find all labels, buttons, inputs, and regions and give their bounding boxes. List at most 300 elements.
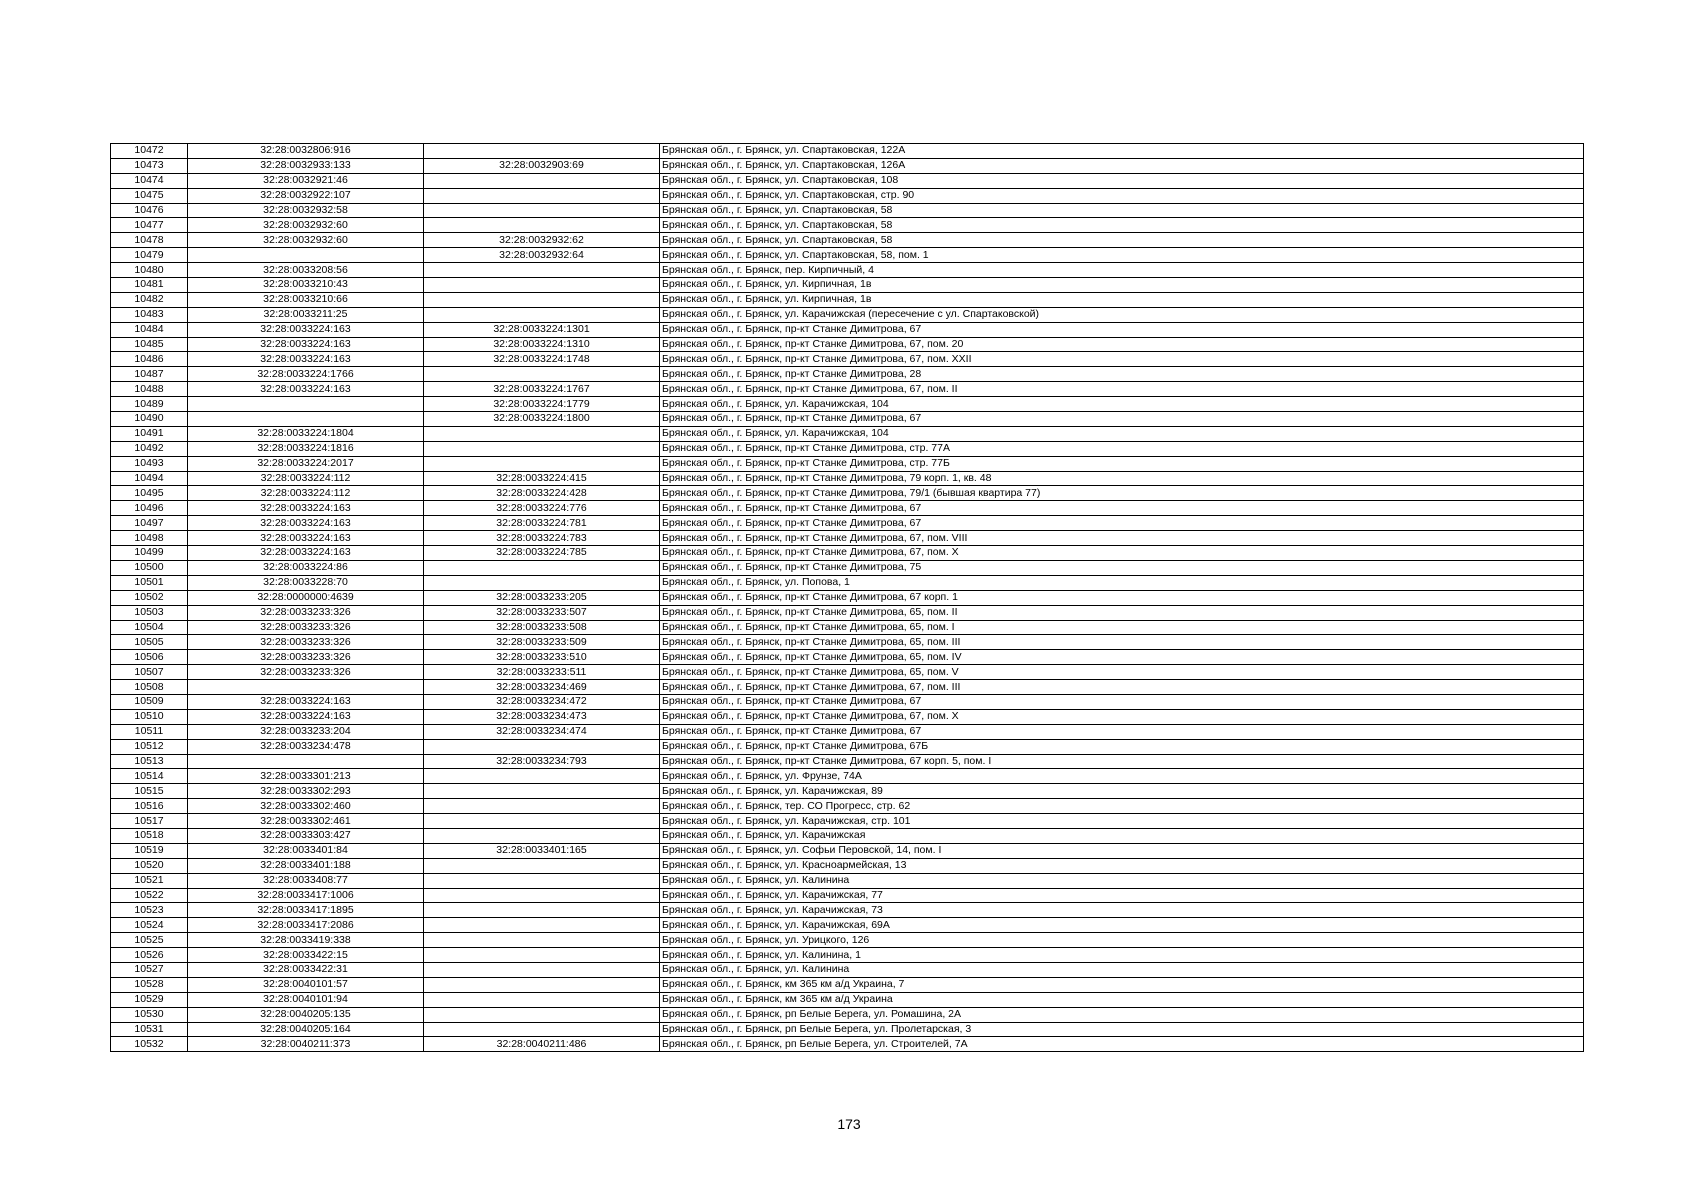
object-cadastral-number-cell bbox=[424, 218, 660, 233]
row-number-cell: 10523 bbox=[111, 903, 188, 918]
table-row bbox=[111, 158, 1584, 173]
object-cadastral-number-cell: 32:28:0033234:469 bbox=[424, 680, 660, 695]
table-row bbox=[111, 635, 1584, 650]
object-cadastral-number-cell: 32:28:0033233:509 bbox=[424, 635, 660, 650]
table-row bbox=[111, 456, 1584, 471]
object-cadastral-number-cell: 32:28:0033224:428 bbox=[424, 486, 660, 501]
address-cell: Брянская обл., г. Брянск, пр-кт Станке Димитрова, 67, пом. 20 bbox=[660, 337, 1584, 352]
object-cadastral-number-cell bbox=[424, 784, 660, 799]
page-number: 173 bbox=[837, 1116, 861, 1132]
address-cell: Брянская обл., г. Брянск, пр-кт Станке Димитрова, 79 корп. 1, кв. 48 bbox=[660, 471, 1584, 486]
table-row bbox=[111, 784, 1584, 799]
address-cell: Брянская обл., г. Брянск, ул. Калинина bbox=[660, 962, 1584, 977]
row-number-cell: 10480 bbox=[111, 263, 188, 278]
table-row bbox=[111, 680, 1584, 695]
row-number-cell: 10474 bbox=[111, 173, 188, 188]
table-row bbox=[111, 977, 1584, 992]
object-cadastral-number-cell bbox=[424, 739, 660, 754]
land-cadastral-number-cell: 32:28:0033417:2086 bbox=[188, 918, 424, 933]
address-cell: Брянская обл., г. Брянск, ул. Карачижская, 104 bbox=[660, 397, 1584, 412]
object-cadastral-number-cell bbox=[424, 888, 660, 903]
table-row bbox=[111, 218, 1584, 233]
land-cadastral-number-cell: 32:28:0033224:163 bbox=[188, 694, 424, 709]
table-row bbox=[111, 144, 1584, 159]
address-cell: Брянская обл., г. Брянск, пр-кт Станке Димитрова, 75 bbox=[660, 560, 1584, 575]
land-cadastral-number-cell: 32:28:0033302:460 bbox=[188, 799, 424, 814]
address-cell: Брянская обл., г. Брянск, км 365 км а/д Украина bbox=[660, 992, 1584, 1007]
row-number-cell: 10483 bbox=[111, 307, 188, 322]
address-cell: Брянская обл., г. Брянск, пр-кт Станке Димитрова, 67, пом. Х bbox=[660, 709, 1584, 724]
table-row bbox=[111, 754, 1584, 769]
address-cell: Брянская обл., г. Брянск, ул. Спартаковская, 58 bbox=[660, 233, 1584, 248]
row-number-cell: 10492 bbox=[111, 441, 188, 456]
object-cadastral-number-cell bbox=[424, 307, 660, 322]
row-number-cell: 10527 bbox=[111, 962, 188, 977]
table-row bbox=[111, 1037, 1584, 1052]
land-cadastral-number-cell bbox=[188, 397, 424, 412]
row-number-cell: 10531 bbox=[111, 1022, 188, 1037]
land-cadastral-number-cell: 32:28:0040211:373 bbox=[188, 1037, 424, 1052]
object-cadastral-number-cell bbox=[424, 977, 660, 992]
land-cadastral-number-cell: 32:28:0033224:1816 bbox=[188, 441, 424, 456]
address-cell: Брянская обл., г. Брянск, ул. Кирпичная, 1в bbox=[660, 292, 1584, 307]
table-row bbox=[111, 858, 1584, 873]
address-cell: Брянская обл., г. Брянск, пр-кт Станке Димитрова, 67 bbox=[660, 501, 1584, 516]
table-row bbox=[111, 694, 1584, 709]
row-number-cell: 10487 bbox=[111, 367, 188, 382]
object-cadastral-number-cell: 32:28:0033224:1310 bbox=[424, 337, 660, 352]
address-cell: Брянская обл., г. Брянск, пр-кт Станке Димитрова, 67 корп. 5, пом. I bbox=[660, 754, 1584, 769]
land-cadastral-number-cell: 32:28:0033224:112 bbox=[188, 471, 424, 486]
row-number-cell: 10514 bbox=[111, 769, 188, 784]
address-cell: Брянская обл., г. Брянск, ул. Софьи Перовской, 14, пом. I bbox=[660, 843, 1584, 858]
address-cell: Брянская обл., г. Брянск, ул. Спартаковская, 122А bbox=[660, 144, 1584, 159]
row-number-cell: 10472 bbox=[111, 144, 188, 159]
land-cadastral-number-cell: 32:28:0040205:135 bbox=[188, 1007, 424, 1022]
address-cell: Брянская обл., г. Брянск, ул. Калинина bbox=[660, 873, 1584, 888]
object-cadastral-number-cell bbox=[424, 278, 660, 293]
row-number-cell: 10525 bbox=[111, 933, 188, 948]
land-cadastral-number-cell: 32:28:0033302:461 bbox=[188, 814, 424, 829]
table-row bbox=[111, 918, 1584, 933]
object-cadastral-number-cell bbox=[424, 173, 660, 188]
address-cell: Брянская обл., г. Брянск, ул. Карачижская, 69А bbox=[660, 918, 1584, 933]
land-cadastral-number-cell: 32:28:0033233:204 bbox=[188, 724, 424, 739]
row-number-cell: 10491 bbox=[111, 426, 188, 441]
table-row bbox=[111, 382, 1584, 397]
land-cadastral-number-cell: 32:28:0032933:133 bbox=[188, 158, 424, 173]
row-number-cell: 10496 bbox=[111, 501, 188, 516]
object-cadastral-number-cell: 32:28:0040211:486 bbox=[424, 1037, 660, 1052]
land-cadastral-number-cell: 32:28:0032932:58 bbox=[188, 203, 424, 218]
land-cadastral-number-cell: 32:28:0033224:163 bbox=[188, 531, 424, 546]
row-number-cell: 10504 bbox=[111, 620, 188, 635]
row-number-cell: 10502 bbox=[111, 590, 188, 605]
row-number-cell: 10476 bbox=[111, 203, 188, 218]
table-row bbox=[111, 188, 1584, 203]
row-number-cell: 10500 bbox=[111, 560, 188, 575]
row-number-cell: 10494 bbox=[111, 471, 188, 486]
object-cadastral-number-cell: 32:28:0033224:776 bbox=[424, 501, 660, 516]
address-cell: Брянская обл., г. Брянск, пр-кт Станке Димитрова, 67 bbox=[660, 724, 1584, 739]
table-row bbox=[111, 873, 1584, 888]
address-cell: Брянская обл., г. Брянск, пр-кт Станке Димитрова, 67, пом. VIII bbox=[660, 531, 1584, 546]
table-row bbox=[111, 605, 1584, 620]
land-cadastral-number-cell: 32:28:0033224:2017 bbox=[188, 456, 424, 471]
object-cadastral-number-cell: 32:28:0033224:1800 bbox=[424, 412, 660, 427]
land-cadastral-number-cell: 32:28:0033401:188 bbox=[188, 858, 424, 873]
land-cadastral-number-cell: 32:28:0033210:43 bbox=[188, 278, 424, 293]
row-number-cell: 10486 bbox=[111, 352, 188, 367]
row-number-cell: 10479 bbox=[111, 248, 188, 263]
row-number-cell: 10515 bbox=[111, 784, 188, 799]
object-cadastral-number-cell bbox=[424, 560, 660, 575]
address-cell: Брянская обл., г. Брянск, рп Белые Берега, ул. Ромашина, 2А bbox=[660, 1007, 1584, 1022]
land-cadastral-number-cell: 32:28:0033208:56 bbox=[188, 263, 424, 278]
address-cell: Брянская обл., г. Брянск, ул. Урицкого, 126 bbox=[660, 933, 1584, 948]
object-cadastral-number-cell bbox=[424, 948, 660, 963]
row-number-cell: 10503 bbox=[111, 605, 188, 620]
object-cadastral-number-cell bbox=[424, 203, 660, 218]
row-number-cell: 10522 bbox=[111, 888, 188, 903]
row-number-cell: 10475 bbox=[111, 188, 188, 203]
address-cell: Брянская обл., г. Брянск, пр-кт Станке Димитрова, 67, пом. Х bbox=[660, 546, 1584, 561]
object-cadastral-number-cell: 32:28:0033224:785 bbox=[424, 546, 660, 561]
land-cadastral-number-cell: 32:28:0033233:326 bbox=[188, 605, 424, 620]
land-cadastral-number-cell: 32:28:0033224:163 bbox=[188, 516, 424, 531]
land-cadastral-number-cell: 32:28:0033234:478 bbox=[188, 739, 424, 754]
row-number-cell: 10498 bbox=[111, 531, 188, 546]
object-cadastral-number-cell: 32:28:0033234:793 bbox=[424, 754, 660, 769]
object-cadastral-number-cell bbox=[424, 1022, 660, 1037]
address-cell: Брянская обл., г. Брянск, пр-кт Станке Димитрова, 67 bbox=[660, 412, 1584, 427]
land-cadastral-number-cell: 32:28:0033233:326 bbox=[188, 635, 424, 650]
object-cadastral-number-cell: 32:28:0033233:507 bbox=[424, 605, 660, 620]
address-cell: Брянская обл., г. Брянск, пр-кт Станке Димитрова, 67Б bbox=[660, 739, 1584, 754]
land-cadastral-number-cell: 32:28:0040101:57 bbox=[188, 977, 424, 992]
object-cadastral-number-cell bbox=[424, 575, 660, 590]
address-cell: Брянская обл., г. Брянск, пр-кт Станке Димитрова, 67 bbox=[660, 516, 1584, 531]
address-cell: Брянская обл., г. Брянск, ул. Кирпичная, 1в bbox=[660, 278, 1584, 293]
table-row bbox=[111, 501, 1584, 516]
table-row bbox=[111, 590, 1584, 605]
address-cell: Брянская обл., г. Брянск, пр-кт Станке Димитрова, 65, пом. II bbox=[660, 605, 1584, 620]
land-cadastral-number-cell: 32:28:0033422:31 bbox=[188, 962, 424, 977]
table-row bbox=[111, 560, 1584, 575]
address-cell: Брянская обл., г. Брянск, пр-кт Станке Димитрова, 28 bbox=[660, 367, 1584, 382]
address-cell: Брянская обл., г. Брянск, ул. Спартаковская, 126А bbox=[660, 158, 1584, 173]
land-cadastral-number-cell: 32:28:0033301:213 bbox=[188, 769, 424, 784]
object-cadastral-number-cell bbox=[424, 769, 660, 784]
object-cadastral-number-cell bbox=[424, 441, 660, 456]
table-row bbox=[111, 650, 1584, 665]
object-cadastral-number-cell: 32:28:0033234:473 bbox=[424, 709, 660, 724]
object-cadastral-number-cell bbox=[424, 962, 660, 977]
row-number-cell: 10508 bbox=[111, 680, 188, 695]
address-cell: Брянская обл., г. Брянск, пр-кт Станке Димитрова, 67 bbox=[660, 694, 1584, 709]
land-cadastral-number-cell bbox=[188, 412, 424, 427]
land-cadastral-number-cell: 32:28:0033224:163 bbox=[188, 546, 424, 561]
address-cell: Брянская обл., г. Брянск, пр-кт Станке Димитрова, 67 bbox=[660, 322, 1584, 337]
row-number-cell: 10484 bbox=[111, 322, 188, 337]
table-row bbox=[111, 620, 1584, 635]
object-cadastral-number-cell bbox=[424, 456, 660, 471]
row-number-cell: 10532 bbox=[111, 1037, 188, 1052]
row-number-cell: 10509 bbox=[111, 694, 188, 709]
land-cadastral-number-cell: 32:28:0033303:427 bbox=[188, 828, 424, 843]
row-number-cell: 10497 bbox=[111, 516, 188, 531]
row-number-cell: 10507 bbox=[111, 665, 188, 680]
address-cell: Брянская обл., г. Брянск, пр-кт Станке Димитрова, 65, пом. IV bbox=[660, 650, 1584, 665]
land-cadastral-number-cell: 32:28:0033211:25 bbox=[188, 307, 424, 322]
table-row bbox=[111, 367, 1584, 382]
row-number-cell: 10518 bbox=[111, 828, 188, 843]
table-row bbox=[111, 412, 1584, 427]
table-row bbox=[111, 709, 1584, 724]
address-cell: Брянская обл., г. Брянск, рп Белые Берега, ул. Строителей, 7А bbox=[660, 1037, 1584, 1052]
row-number-cell: 10506 bbox=[111, 650, 188, 665]
object-cadastral-number-cell bbox=[424, 992, 660, 1007]
row-number-cell: 10530 bbox=[111, 1007, 188, 1022]
address-cell: Брянская обл., г. Брянск, ул. Карачижская (пересечение с ул. Спартаковской) bbox=[660, 307, 1584, 322]
row-number-cell: 10529 bbox=[111, 992, 188, 1007]
land-cadastral-number-cell: 32:28:0033302:293 bbox=[188, 784, 424, 799]
object-cadastral-number-cell: 32:28:0033233:511 bbox=[424, 665, 660, 680]
row-number-cell: 10473 bbox=[111, 158, 188, 173]
land-cadastral-number-cell: 32:28:0033401:84 bbox=[188, 843, 424, 858]
table-row bbox=[111, 843, 1584, 858]
address-cell: Брянская обл., г. Брянск, ул. Карачижская, стр. 101 bbox=[660, 814, 1584, 829]
object-cadastral-number-cell: 32:28:0033233:508 bbox=[424, 620, 660, 635]
row-number-cell: 10524 bbox=[111, 918, 188, 933]
address-cell: Брянская обл., г. Брянск, ул. Красноармейская, 13 bbox=[660, 858, 1584, 873]
table-row bbox=[111, 233, 1584, 248]
table-row bbox=[111, 575, 1584, 590]
land-cadastral-number-cell: 32:28:0032806:916 bbox=[188, 144, 424, 159]
address-cell: Брянская обл., г. Брянск, пр-кт Станке Димитрова, стр. 77Б bbox=[660, 456, 1584, 471]
row-number-cell: 10510 bbox=[111, 709, 188, 724]
table-row bbox=[111, 426, 1584, 441]
land-cadastral-number-cell: 32:28:0033228:70 bbox=[188, 575, 424, 590]
row-number-cell: 10520 bbox=[111, 858, 188, 873]
object-cadastral-number-cell bbox=[424, 903, 660, 918]
address-cell: Брянская обл., г. Брянск, пр-кт Станке Димитрова, 65, пом. I bbox=[660, 620, 1584, 635]
table-row bbox=[111, 962, 1584, 977]
object-cadastral-number-cell: 32:28:0033234:472 bbox=[424, 694, 660, 709]
address-cell: Брянская обл., г. Брянск, рп Белые Берега, ул. Пролетарская, 3 bbox=[660, 1022, 1584, 1037]
object-cadastral-number-cell: 32:28:0032903:69 bbox=[424, 158, 660, 173]
land-cadastral-number-cell: 32:28:0033224:163 bbox=[188, 322, 424, 337]
address-cell: Брянская обл., г. Брянск, пр-кт Станке Димитрова, 67, пом. II bbox=[660, 382, 1584, 397]
land-cadastral-number-cell: 32:28:0033233:326 bbox=[188, 620, 424, 635]
table-row bbox=[111, 322, 1584, 337]
land-cadastral-number-cell: 32:28:0033224:163 bbox=[188, 352, 424, 367]
row-number-cell: 10485 bbox=[111, 337, 188, 352]
address-cell: Брянская обл., г. Брянск, ул. Карачижская, 77 bbox=[660, 888, 1584, 903]
row-number-cell: 10481 bbox=[111, 278, 188, 293]
row-number-cell: 10517 bbox=[111, 814, 188, 829]
land-cadastral-number-cell: 32:28:0033417:1895 bbox=[188, 903, 424, 918]
object-cadastral-number-cell: 32:28:0033224:415 bbox=[424, 471, 660, 486]
land-cadastral-number-cell: 32:28:0033224:1804 bbox=[188, 426, 424, 441]
object-cadastral-number-cell bbox=[424, 814, 660, 829]
address-cell: Брянская обл., г. Брянск, ул. Попова, 1 bbox=[660, 575, 1584, 590]
address-cell: Брянская обл., г. Брянск, ул. Спартаковская, 58 bbox=[660, 203, 1584, 218]
table-row bbox=[111, 888, 1584, 903]
object-cadastral-number-cell: 32:28:0033224:783 bbox=[424, 531, 660, 546]
object-cadastral-number-cell: 32:28:0033224:1779 bbox=[424, 397, 660, 412]
row-number-cell: 10499 bbox=[111, 546, 188, 561]
table-row bbox=[111, 337, 1584, 352]
table-row bbox=[111, 441, 1584, 456]
land-cadastral-number-cell: 32:28:0033224:86 bbox=[188, 560, 424, 575]
address-cell: Брянская обл., г. Брянск, ул. Карачижская, 73 bbox=[660, 903, 1584, 918]
table-row bbox=[111, 173, 1584, 188]
table-row bbox=[111, 1022, 1584, 1037]
land-cadastral-number-cell: 32:28:0033210:66 bbox=[188, 292, 424, 307]
land-cadastral-number-cell: 32:28:0040101:94 bbox=[188, 992, 424, 1007]
land-cadastral-number-cell: 32:28:0032922:107 bbox=[188, 188, 424, 203]
land-cadastral-number-cell bbox=[188, 680, 424, 695]
address-cell: Брянская обл., г. Брянск, пр-кт Станке Димитрова, 79/1 (бывшая квартира 77) bbox=[660, 486, 1584, 501]
table-row bbox=[111, 471, 1584, 486]
table-row bbox=[111, 546, 1584, 561]
table-row bbox=[111, 724, 1584, 739]
object-cadastral-number-cell bbox=[424, 1007, 660, 1022]
land-cadastral-number-cell: 32:28:0033419:338 bbox=[188, 933, 424, 948]
table-row bbox=[111, 397, 1584, 412]
address-cell: Брянская обл., г. Брянск, ул. Спартаковская, 108 bbox=[660, 173, 1584, 188]
land-cadastral-number-cell: 32:28:0000000:4639 bbox=[188, 590, 424, 605]
table-row bbox=[111, 739, 1584, 754]
row-number-cell: 10478 bbox=[111, 233, 188, 248]
table-row bbox=[111, 486, 1584, 501]
address-cell: Брянская обл., г. Брянск, пр-кт Станке Димитрова, 65, пом. V bbox=[660, 665, 1584, 680]
object-cadastral-number-cell bbox=[424, 292, 660, 307]
land-cadastral-number-cell: 32:28:0033224:163 bbox=[188, 709, 424, 724]
address-cell: Брянская обл., г. Брянск, ул. Калинина, 1 bbox=[660, 948, 1584, 963]
table-row bbox=[111, 828, 1584, 843]
object-cadastral-number-cell: 32:28:0032932:64 bbox=[424, 248, 660, 263]
address-cell: Брянская обл., г. Брянск, пр-кт Станке Димитрова, 67 корп. 1 bbox=[660, 590, 1584, 605]
object-cadastral-number-cell: 32:28:0033233:205 bbox=[424, 590, 660, 605]
object-cadastral-number-cell bbox=[424, 263, 660, 278]
cadastral-table bbox=[110, 143, 1584, 1052]
table-row bbox=[111, 292, 1584, 307]
land-cadastral-number-cell: 32:28:0033408:77 bbox=[188, 873, 424, 888]
object-cadastral-number-cell: 32:28:0033224:1767 bbox=[424, 382, 660, 397]
land-cadastral-number-cell: 32:28:0032932:60 bbox=[188, 233, 424, 248]
object-cadastral-number-cell bbox=[424, 858, 660, 873]
address-cell: Брянская обл., г. Брянск, тер. СО Прогресс, стр. 62 bbox=[660, 799, 1584, 814]
row-number-cell: 10519 bbox=[111, 843, 188, 858]
row-number-cell: 10526 bbox=[111, 948, 188, 963]
table-row bbox=[111, 814, 1584, 829]
object-cadastral-number-cell: 32:28:0033234:474 bbox=[424, 724, 660, 739]
address-cell: Брянская обл., г. Брянск, ул. Карачижская bbox=[660, 828, 1584, 843]
table-body bbox=[111, 144, 1584, 1052]
address-cell: Брянская обл., г. Брянск, ул. Спартаковская, 58, пом. 1 bbox=[660, 248, 1584, 263]
table-row bbox=[111, 278, 1584, 293]
row-number-cell: 10513 bbox=[111, 754, 188, 769]
object-cadastral-number-cell: 32:28:0033401:165 bbox=[424, 843, 660, 858]
land-cadastral-number-cell: 32:28:0033224:1766 bbox=[188, 367, 424, 382]
row-number-cell: 10493 bbox=[111, 456, 188, 471]
object-cadastral-number-cell: 32:28:0032932:62 bbox=[424, 233, 660, 248]
address-cell: Брянская обл., г. Брянск, пр-кт Станке Димитрова, 65, пом. III bbox=[660, 635, 1584, 650]
table-row bbox=[111, 799, 1584, 814]
object-cadastral-number-cell: 32:28:0033224:781 bbox=[424, 516, 660, 531]
table-row bbox=[111, 948, 1584, 963]
land-cadastral-number-cell: 32:28:0033224:163 bbox=[188, 382, 424, 397]
land-cadastral-number-cell: 32:28:0040205:164 bbox=[188, 1022, 424, 1037]
row-number-cell: 10528 bbox=[111, 977, 188, 992]
land-cadastral-number-cell: 32:28:0033224:112 bbox=[188, 486, 424, 501]
row-number-cell: 10516 bbox=[111, 799, 188, 814]
table-row bbox=[111, 933, 1584, 948]
table-row bbox=[111, 769, 1584, 784]
table-row bbox=[111, 516, 1584, 531]
object-cadastral-number-cell bbox=[424, 933, 660, 948]
land-cadastral-number-cell: 32:28:0033224:163 bbox=[188, 501, 424, 516]
object-cadastral-number-cell bbox=[424, 367, 660, 382]
table-row bbox=[111, 352, 1584, 367]
object-cadastral-number-cell bbox=[424, 144, 660, 159]
table-row bbox=[111, 992, 1584, 1007]
land-cadastral-number-cell: 32:28:0033422:15 bbox=[188, 948, 424, 963]
address-cell: Брянская обл., г. Брянск, пр-кт Станке Димитрова, 67, пом. XXII bbox=[660, 352, 1584, 367]
object-cadastral-number-cell: 32:28:0033224:1748 bbox=[424, 352, 660, 367]
address-cell: Брянская обл., г. Брянск, ул. Спартаковская, 58 bbox=[660, 218, 1584, 233]
object-cadastral-number-cell bbox=[424, 799, 660, 814]
table-row bbox=[111, 1007, 1584, 1022]
table-row bbox=[111, 248, 1584, 263]
land-cadastral-number-cell: 32:28:0033233:326 bbox=[188, 665, 424, 680]
object-cadastral-number-cell: 32:28:0033233:510 bbox=[424, 650, 660, 665]
object-cadastral-number-cell bbox=[424, 918, 660, 933]
row-number-cell: 10488 bbox=[111, 382, 188, 397]
address-cell: Брянская обл., г. Брянск, пр-кт Станке Димитрова, 67, пом. III bbox=[660, 680, 1584, 695]
object-cadastral-number-cell bbox=[424, 426, 660, 441]
table-row bbox=[111, 531, 1584, 546]
land-cadastral-number-cell bbox=[188, 754, 424, 769]
address-cell: Брянская обл., г. Брянск, пр-кт Станке Димитрова, стр. 77А bbox=[660, 441, 1584, 456]
address-cell: Брянская обл., г. Брянск, пер. Кирпичный, 4 bbox=[660, 263, 1584, 278]
address-cell: Брянская обл., г. Брянск, ул. Фрунзе, 74А bbox=[660, 769, 1584, 784]
address-cell: Брянская обл., г. Брянск, ул. Карачижская, 89 bbox=[660, 784, 1584, 799]
row-number-cell: 10512 bbox=[111, 739, 188, 754]
row-number-cell: 10501 bbox=[111, 575, 188, 590]
table-row bbox=[111, 903, 1584, 918]
object-cadastral-number-cell bbox=[424, 873, 660, 888]
land-cadastral-number-cell bbox=[188, 248, 424, 263]
row-number-cell: 10505 bbox=[111, 635, 188, 650]
row-number-cell: 10489 bbox=[111, 397, 188, 412]
object-cadastral-number-cell bbox=[424, 828, 660, 843]
table-row bbox=[111, 665, 1584, 680]
land-cadastral-number-cell: 32:28:0033417:1006 bbox=[188, 888, 424, 903]
row-number-cell: 10482 bbox=[111, 292, 188, 307]
land-cadastral-number-cell: 32:28:0033224:163 bbox=[188, 337, 424, 352]
row-number-cell: 10495 bbox=[111, 486, 188, 501]
address-cell: Брянская обл., г. Брянск, ул. Карачижская, 104 bbox=[660, 426, 1584, 441]
land-cadastral-number-cell: 32:28:0032921:46 bbox=[188, 173, 424, 188]
address-cell: Брянская обл., г. Брянск, км 365 км а/д Украина, 7 bbox=[660, 977, 1584, 992]
table-row bbox=[111, 263, 1584, 278]
row-number-cell: 10521 bbox=[111, 873, 188, 888]
address-cell: Брянская обл., г. Брянск, ул. Спартаковская, стр. 90 bbox=[660, 188, 1584, 203]
row-number-cell: 10490 bbox=[111, 412, 188, 427]
